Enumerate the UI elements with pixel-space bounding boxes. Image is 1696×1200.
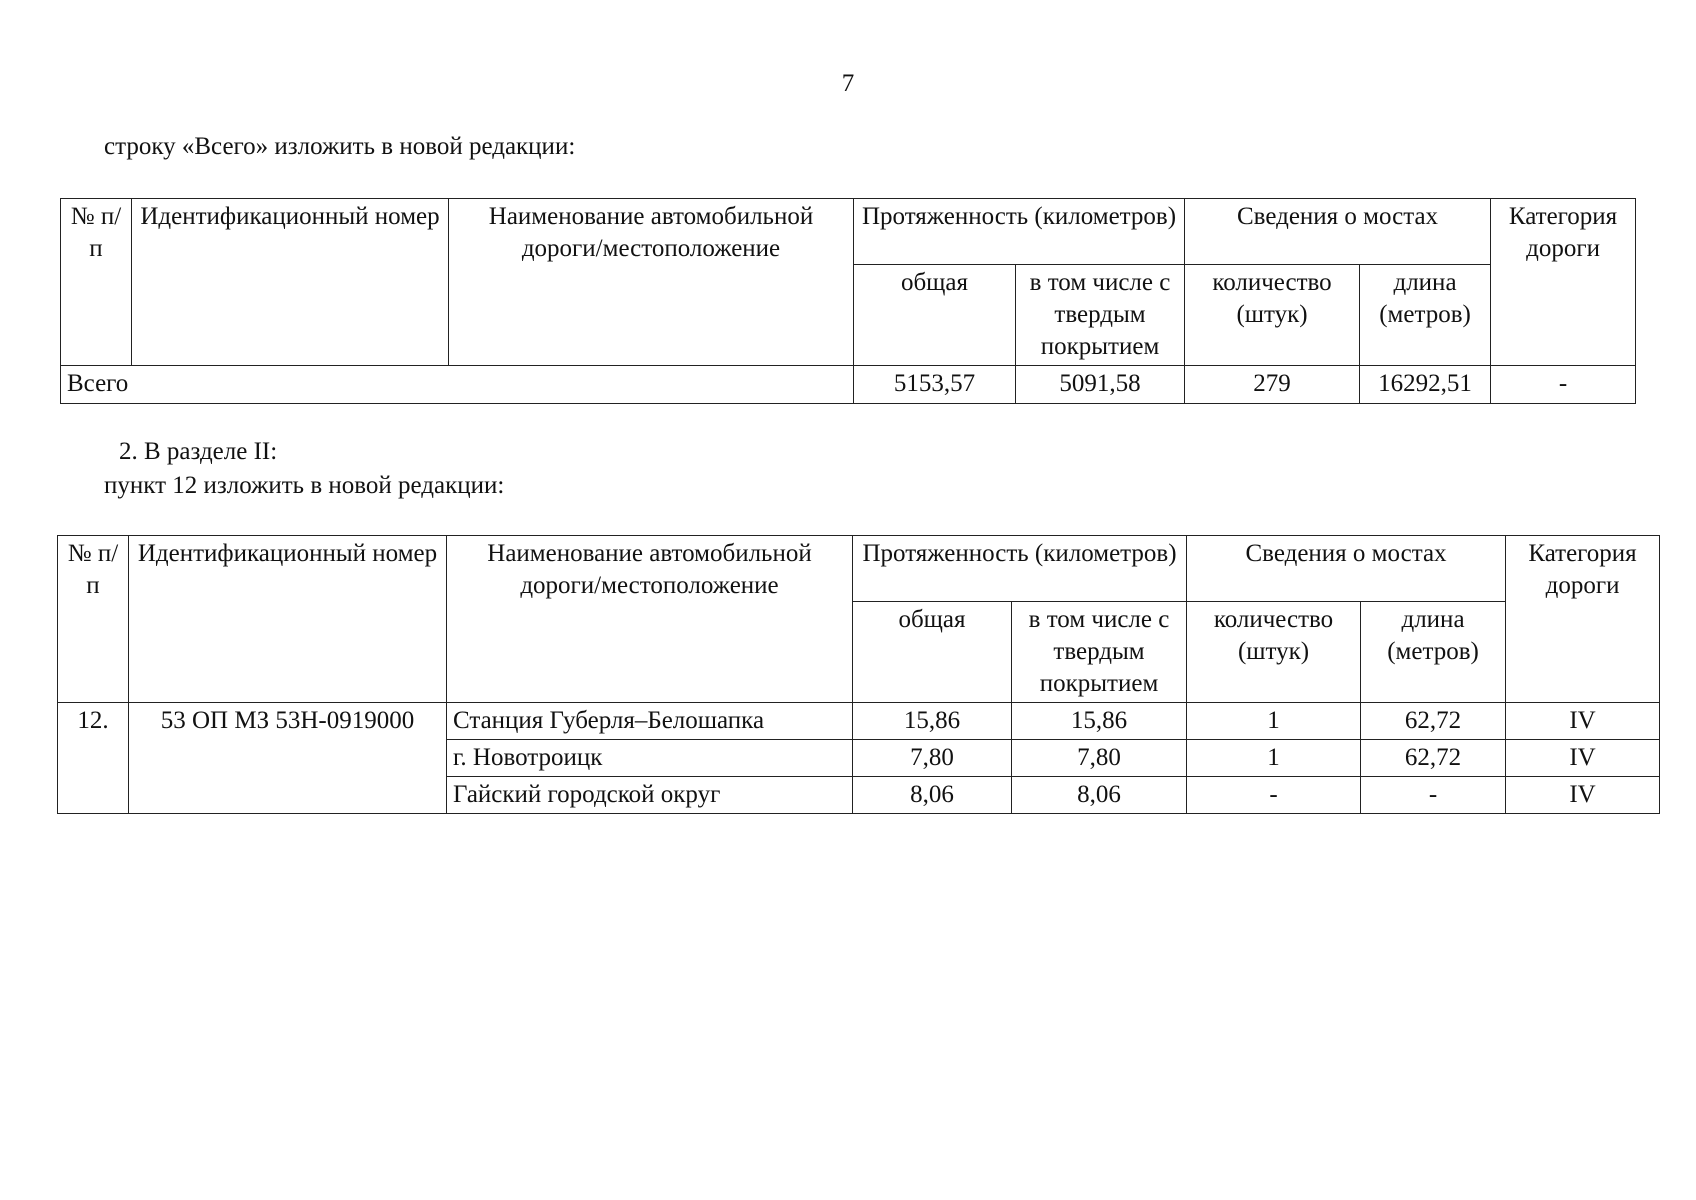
item-num: 12. bbox=[58, 703, 129, 814]
length-total: 8,06 bbox=[853, 777, 1012, 814]
length-hard: 7,80 bbox=[1012, 740, 1187, 777]
total-bridges-length: 16292,51 bbox=[1360, 366, 1491, 404]
length-total: 15,86 bbox=[853, 703, 1012, 740]
total-bridges-count: 279 bbox=[1185, 366, 1360, 404]
intro-text: строку «Всего» изложить в новой редакции: bbox=[104, 133, 576, 160]
item-id-number: 53 ОП МЗ 53Н-0919000 bbox=[129, 703, 447, 814]
header-bridges-count: количество (штук) bbox=[1185, 265, 1360, 366]
bridges-length: 62,72 bbox=[1361, 740, 1506, 777]
header-length-total: общая bbox=[853, 602, 1012, 703]
bridges-count: 1 bbox=[1187, 703, 1361, 740]
category: IV bbox=[1506, 777, 1660, 814]
header-bridges-count: количество (штук) bbox=[1187, 602, 1361, 703]
header-length-hard: в том числе с твердым покрытием bbox=[1012, 602, 1187, 703]
section-heading: 2. В разделе II: bbox=[119, 438, 278, 465]
length-total: 7,80 bbox=[853, 740, 1012, 777]
category: IV bbox=[1506, 740, 1660, 777]
header-category: Категория дороги bbox=[1491, 199, 1636, 366]
road-name: г. Новотроицк bbox=[447, 740, 853, 777]
bridges-length: - bbox=[1361, 777, 1506, 814]
header-bridges-length: длина (метров) bbox=[1361, 602, 1506, 703]
header-length-group: Протяженность (километров) bbox=[854, 199, 1185, 265]
header-bridges-group: Сведения о мостах bbox=[1185, 199, 1491, 265]
header-road-name: Наименование автомобильной дороги/местоположение bbox=[449, 199, 854, 366]
totals-table bbox=[60, 198, 1636, 404]
header-length-hard: в том числе с твердым покрытием bbox=[1016, 265, 1185, 366]
bridges-length: 62,72 bbox=[1361, 703, 1506, 740]
total-length-hard: 5091,58 bbox=[1016, 366, 1185, 404]
table-row bbox=[58, 703, 1660, 740]
length-hard: 15,86 bbox=[1012, 703, 1187, 740]
header-num: № п/п bbox=[61, 199, 132, 366]
total-label: Всего bbox=[61, 366, 854, 404]
total-category: - bbox=[1491, 366, 1636, 404]
header-bridges-length: длина (метров) bbox=[1360, 265, 1491, 366]
header-length-group: Протяженность (километров) bbox=[853, 536, 1187, 602]
header-id-number: Идентификационный номер bbox=[129, 536, 447, 703]
section-subheading: пункт 12 изложить в новой редакции: bbox=[104, 472, 505, 499]
header-category: Категория дороги bbox=[1506, 536, 1660, 703]
total-length-total: 5153,57 bbox=[854, 366, 1016, 404]
header-bridges-group: Сведения о мостах bbox=[1187, 536, 1506, 602]
table-row bbox=[61, 366, 1636, 404]
road-name: Гайский городской округ bbox=[447, 777, 853, 814]
length-hard: 8,06 bbox=[1012, 777, 1187, 814]
header-road-name: Наименование автомобильной дороги/местоположение bbox=[447, 536, 853, 703]
page-number: 7 bbox=[841, 70, 855, 97]
bridges-count: - bbox=[1187, 777, 1361, 814]
header-length-total: общая bbox=[854, 265, 1016, 366]
bridges-count: 1 bbox=[1187, 740, 1361, 777]
category: IV bbox=[1506, 703, 1660, 740]
header-num: № п/п bbox=[58, 536, 129, 703]
road-name: Станция Губерля–Белошапка bbox=[447, 703, 853, 740]
header-id-number: Идентификационный номер bbox=[132, 199, 449, 366]
item12-table bbox=[57, 535, 1660, 814]
